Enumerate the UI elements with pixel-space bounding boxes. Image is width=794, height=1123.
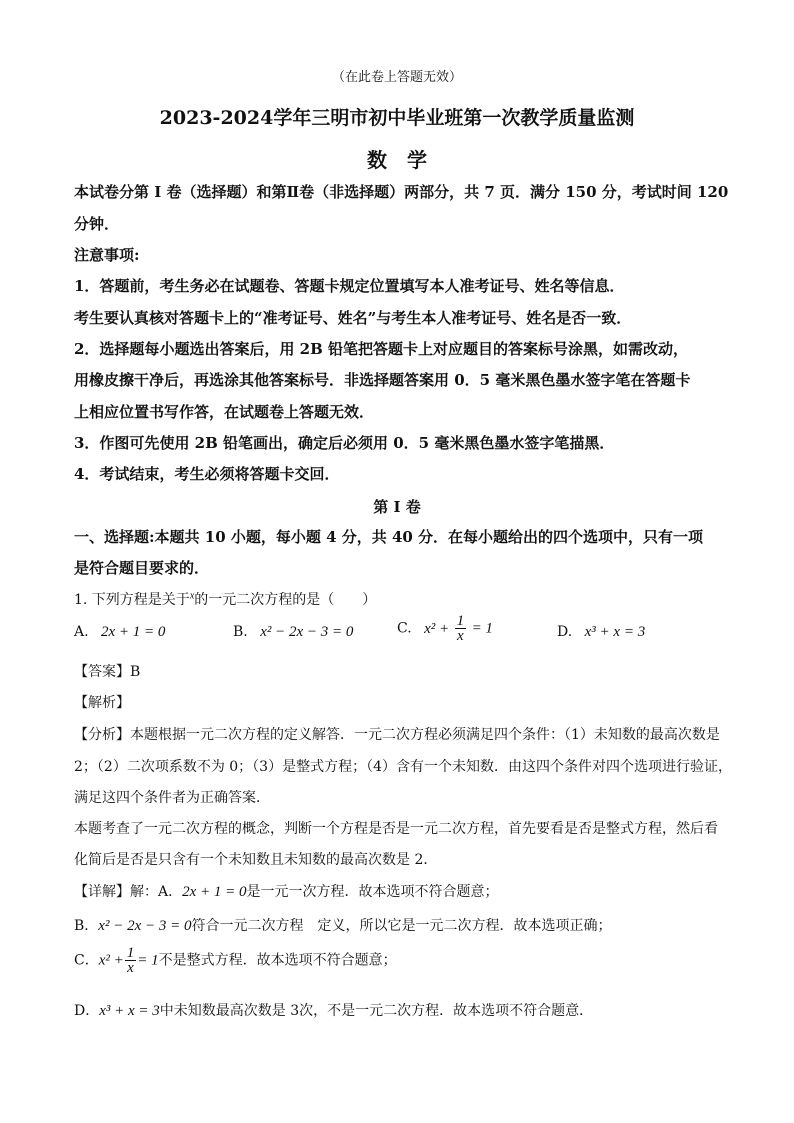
detail-b-pre: B． bbox=[74, 918, 99, 934]
option-c-pre: x² + bbox=[424, 620, 450, 637]
detail-a bbox=[74, 881, 734, 901]
note-1: 1．答题前，考生务必在试题卷、答题卡规定位置填写本人准考证号、姓名等信息． bbox=[74, 277, 625, 295]
note-4: 4．考试结束，考生必须将答题卡交回． bbox=[74, 465, 340, 483]
intro-line-2: 分钟． bbox=[74, 215, 120, 233]
detail-c-denominator: x bbox=[127, 960, 134, 976]
option-b-expr: x² − 2x − 3 = 0 bbox=[260, 624, 354, 640]
detail-c bbox=[74, 946, 734, 975]
question-1-stem bbox=[74, 589, 734, 609]
analysis-line-5: 化简后是否是只含有一个未知数且未知数的最高次数是 2． bbox=[74, 852, 438, 868]
detail-c-fraction bbox=[125, 946, 137, 975]
detail-b-expr: x² − 2x − 3 = 0 bbox=[98, 918, 192, 934]
note-2a: 2．选择题每小题选出答案后，用 2B 铅笔把答题卡上对应题目的答案标号涂黑，如需改动， bbox=[74, 340, 689, 358]
option-b-label: B. bbox=[233, 624, 248, 640]
detail-c-eq: = 1 bbox=[137, 952, 159, 969]
detail-b-post: 符合一元二次方程 定义，所以它是一元二次方程．故本选项正确； bbox=[191, 918, 612, 934]
detail-a-expr: 2x + 1 = 0 bbox=[182, 884, 247, 900]
question-1-options bbox=[74, 613, 734, 654]
section-title: 第 I 卷 bbox=[373, 498, 421, 516]
analysis-title: 【解析】 bbox=[74, 695, 130, 711]
note-2c: 上相应位置书写作答，在试题卷上答题无效． bbox=[74, 403, 375, 421]
detail-d-expr: x³ + x = 3 bbox=[99, 1003, 160, 1019]
option-a-label: A. bbox=[74, 624, 89, 640]
analysis-line-2: 2；（2）二次项系数不为 0；（3）是整式方程；（4）含有一个未知数．由这四个条件对四个选项进行验证， bbox=[74, 759, 732, 775]
analysis-line-1: 【分析】本题根据一元二次方程的定义解答．一元二次方程必须满足四个条件：（1）未知数的最高次数是 bbox=[74, 727, 720, 743]
section-desc-1: 一、选择题:本题共 10 小题，每小题 4 分，共 40 分．在每小题给出的四个选项中，只有一项 bbox=[74, 528, 704, 546]
option-d bbox=[557, 624, 645, 641]
notice-text: （在此卷上答题无效） bbox=[331, 70, 462, 85]
detail-c-numerator: 1 bbox=[126, 945, 135, 961]
option-a bbox=[74, 624, 165, 641]
detail-c-x: x² + bbox=[98, 952, 124, 969]
option-c-numerator: 1 bbox=[456, 613, 465, 629]
option-a-expr: 2x + 1 = 0 bbox=[101, 624, 166, 640]
detail-d-pre: D． bbox=[74, 1003, 100, 1019]
option-d-label: D. bbox=[557, 624, 573, 640]
intro-line-1: 本试卷分第 I 卷（选择题）和第Ⅱ卷（非选择题）两部分，共 7 页．满分 150 分，考试时间 120 bbox=[74, 183, 729, 201]
option-c bbox=[397, 614, 493, 643]
analysis-line-4: 本题考查了一元二次方程的概念，判断一个方程是否是一元二次方程，首先要看是否是整式方程，然后看 bbox=[74, 821, 718, 837]
option-c-denominator: x bbox=[457, 628, 464, 644]
option-c-label: C. bbox=[397, 620, 412, 637]
detail-d-post: 中未知数最高次数是 3次，不是一元二次方程．故本选项不符合题意． bbox=[159, 1003, 594, 1019]
stem-variable: x bbox=[189, 590, 195, 602]
stem-part-a: 1. 下列方程是关于 bbox=[74, 592, 190, 608]
section-desc-2: 是符合题目要求的． bbox=[74, 559, 210, 577]
notes-title: 注意事项: bbox=[74, 246, 140, 264]
option-b bbox=[233, 624, 353, 641]
note-2b: 用橡皮擦干净后，再选涂其他答案标号．非选择题答案用 0．5 毫米黑色墨水签字笔在答题卡 bbox=[74, 371, 691, 389]
note-1b: 考生要认真核对答题卡上的“准考证号、姓名”与考生本人准考证号、姓名是否一致． bbox=[74, 309, 632, 327]
subject-title: 数 学 bbox=[367, 148, 427, 172]
note-3: 3．作图可先使用 2B 铅笔画出，确定后必须用 0．5 毫米黑色墨水签字笔描黑． bbox=[74, 434, 615, 452]
option-c-post: = 1 bbox=[471, 620, 493, 637]
option-c-fraction bbox=[455, 614, 467, 643]
stem-part-b: 的一元二次方程的是（ ） bbox=[194, 592, 377, 608]
detail-c-post: 不是整式方程．故本选项不符合题意； bbox=[158, 952, 397, 969]
detail-c-pre: C． bbox=[74, 952, 99, 969]
exam-title: 2023-2024学年三明市初中毕业班第一次教学质量监测 bbox=[159, 107, 635, 129]
option-d-expr: x³ + x = 3 bbox=[584, 624, 646, 640]
detail-a-pre: 【详解】解：A． bbox=[74, 884, 183, 900]
detail-b bbox=[74, 915, 734, 935]
analysis-line-3: 满足这四个条件者为正确答案． bbox=[74, 790, 270, 806]
answer-line: 【答案】B bbox=[74, 664, 141, 680]
detail-d bbox=[74, 1000, 734, 1020]
detail-a-post: 是一元一次方程．故本选项不符合题意； bbox=[246, 884, 499, 900]
